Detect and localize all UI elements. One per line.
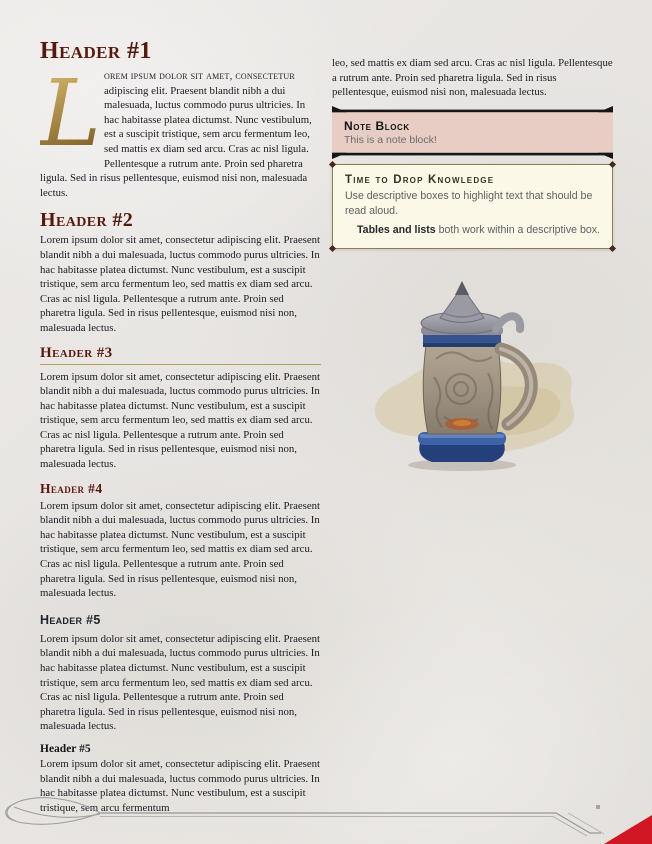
left-column <box>40 38 321 822</box>
stein-finial <box>455 281 469 295</box>
descriptive-box-title: Time to Drop Knowledge <box>345 173 495 186</box>
intro-paragraph <box>40 60 321 200</box>
corner-dot-icon <box>609 161 616 168</box>
descriptive-box-rest-text: both work within a descriptive box. <box>435 223 600 236</box>
note-block <box>332 110 613 155</box>
section-paragraph: Lorem ipsum dolor sit amet, consectetur adipiscing elit. Praesent blandit nibh a dui malesuada, luctus commodo purus ultricies. In hac habitasse platea dictumst. Nunc vestibulum, est a suscipit tristique, sem arcu fermentum leo, sed mattis ex diam sed arcu. Cras ac nisl ligula. Pellentesque a rutrum ante. Proin sed pharetra ligula. Sed in risus pellentesque, euismod nisi non, malesuada lectus. <box>40 499 321 600</box>
descriptive-box <box>332 164 613 249</box>
stein-copper-highlight <box>453 420 471 426</box>
descriptive-box-line1: Use descriptive boxes to highlight text that should be read aloud. <box>345 189 593 217</box>
section-paragraph: Lorem ipsum dolor sit amet, consectetur adipiscing elit. Praesent blandit nibh a dui malesuada, luctus commodo purus ultricies. In hac habitasse platea dictumst. Nunc vestibulum, est a suscipit tristique, sem arcu fermentum leo, sed mattis ex diam sed arcu. Cras ac nisl ligula. Pellentesque a rutrum ante. Proin sed pharetra ligula. Sed in risus pellentesque, euismod nisi non, malesuada lectus. <box>40 234 321 334</box>
note-title: Note Block <box>344 118 410 133</box>
section-paragraph: Lorem ipsum dolor sit amet, consectetur adipiscing elit. Praesent blandit nibh a dui malesuada, luctus commodo purus ultricies. In hac habitasse platea dictumst. Nunc vestibulum, est a suscipit tristique, sem arcu fermentum <box>40 757 321 814</box>
header-6: Header #5 <box>40 742 91 755</box>
lead-in-text: orem ipsum dolor sit amet, consectetur <box>104 70 295 82</box>
header-4: Header #4 <box>40 480 103 496</box>
header-3: Header #3 <box>40 345 321 365</box>
stein-base-highlight <box>420 434 504 438</box>
header-5: Header #5 <box>40 612 101 627</box>
section-paragraph: Lorem ipsum dolor sit amet, consectetur adipiscing elit. Praesent blandit nibh a dui malesuada, luctus commodo purus ultricies. In hac habitasse platea dictumst. Nunc vestibulum, est a suscipit tristique, sem arcu fermentum leo, sed mattis ex diam sed arcu. Cras ac nisl ligula. Pellentesque a rutrum ante. Proin sed pharetra ligula. Sed in risus pellentesque, euismod nisi non, malesuada lectus. <box>40 370 321 471</box>
intro-body-text: adipiscing elit. Praesent blandit nibh a dui malesuada, luctus commodo purus ultricies. In hac habitasse platea dictumst. Nunc vestibulum, est a suscipit tristique, sem arcu fermentum leo, sed mattis ex diam sed arcu. Cras ac nisl ligula. Pellentesque a rutrum ante. Proin sed pharetra ligula. Sed in risus pellentesque, euismod nisi non, malesuada lectus. <box>40 84 312 199</box>
corner-dot-icon <box>329 245 336 252</box>
header-2: Header #2 <box>40 209 134 232</box>
note-top-border <box>332 106 613 113</box>
footer-dot <box>596 805 600 809</box>
drop-cap: L <box>40 60 102 167</box>
footer-rule <box>100 813 604 836</box>
descriptive-box-bold-text: Tables and lists <box>357 223 436 236</box>
footer-decoration <box>0 788 652 844</box>
descriptive-box-line2 <box>345 223 600 238</box>
corner-dot-icon <box>329 161 336 168</box>
header-1: Header #1 <box>40 38 152 64</box>
right-column <box>332 56 613 478</box>
corner-dot-icon <box>609 245 616 252</box>
overflow-paragraph: leo, sed mattis ex diam sed arcu. Cras ac nisl ligula. Pellentesque a rutrum ante. Proin sed pharetra ligula. Sed in risus pellentesque, euismod nisi non, malesuada lectus. <box>332 57 613 99</box>
stein-foot <box>419 443 505 462</box>
footer-flourish-icon <box>6 798 100 825</box>
beer-stein-illustration <box>344 277 600 478</box>
note-bottom-border <box>332 152 613 159</box>
page-corner-triangle <box>604 815 652 844</box>
stein-top-band-shadow <box>423 343 501 347</box>
stein-thumblift <box>496 316 520 329</box>
section-paragraph: Lorem ipsum dolor sit amet, consectetur adipiscing elit. Praesent blandit nibh a dui malesuada, luctus commodo purus ultricies. In hac habitasse platea dictumst. Nunc vestibulum, est a suscipit tristique, sem arcu fermentum leo, sed mattis ex diam sed arcu. Cras ac nisl ligula. Pellentesque a rutrum ante. Proin sed pharetra ligula. Sed in risus pellentesque, euismod nisi non, malesuada lectus. <box>40 632 321 733</box>
note-body: This is a note block! <box>344 133 437 146</box>
